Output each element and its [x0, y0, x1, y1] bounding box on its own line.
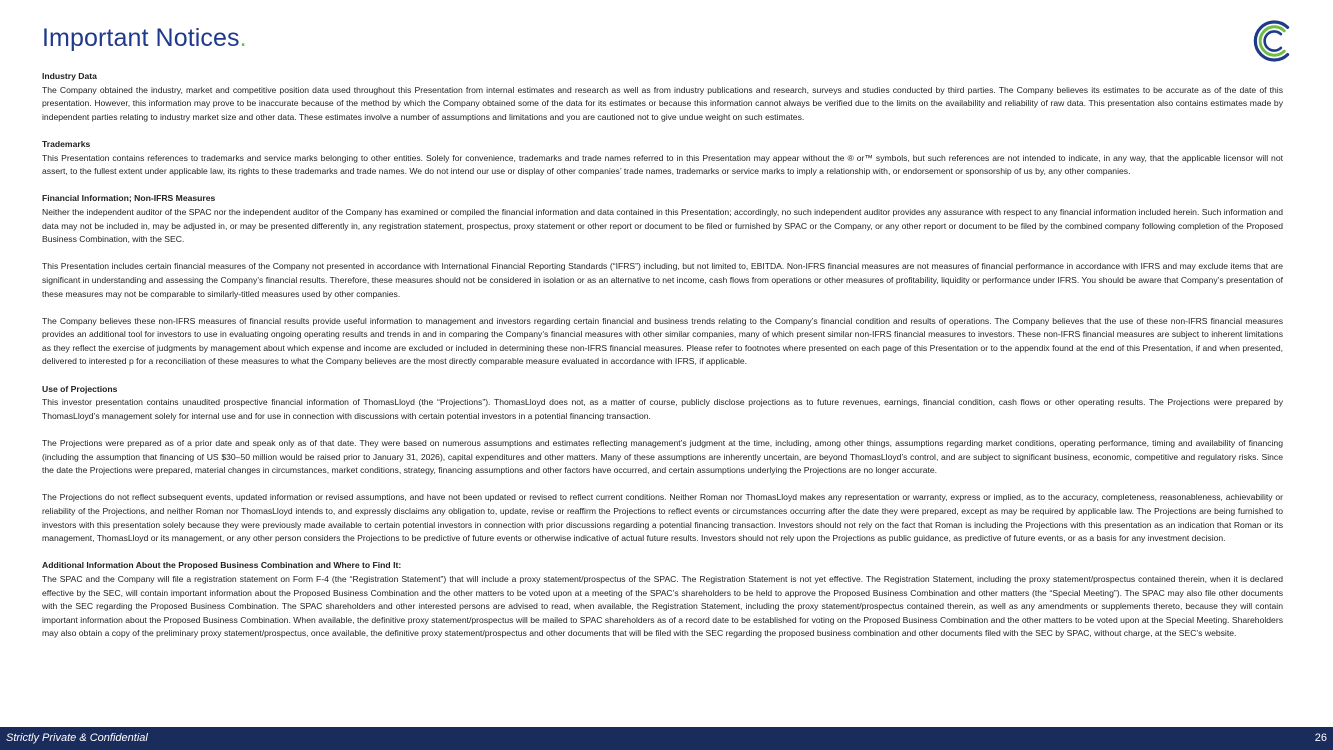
section-heading: Trademarks: [42, 138, 91, 149]
section-heading: Additional Information About the Proposed Business Combination and Where to Find It:: [42, 560, 402, 571]
section-gap: [42, 124, 1283, 138]
paragraph-gap: [42, 301, 1283, 315]
page-number: 26: [1314, 732, 1327, 744]
section-paragraph: The Company obtained the industry, market and competitive position data used throughout this Presentation from internal estimates and research as well as from industry publications and research, surveys and studies conducted by third parties. The Company believes its estimates to be accurate as of the date of this presentation. However, this information may prove to be inaccurate because of the method by which the Company obtained some of the data for its estimates or because this information cannot always be verified due to the limits on the availability and reliability of raw data. This presentation also contains estimates made by independent parties relating to industry market size and other data. These estimates involve a number of assumptions and limitations and you are cautioned not to give undue weight on such estimates.: [42, 84, 1283, 122]
confidentiality-label: Strictly Private & Confidential: [6, 732, 148, 744]
section-paragraph: The Projections were prepared as of a prior date and speak only as of that date. They were based on numerous assumptions and estimates reflecting management’s judgment at the time, including, among other things, assumptions regarding market conditions, operating performance, timing and availability of financing (including the assumption that financing of US $30–50 million would be raised prior to January 31, 2026), capital expenditures and other matters. Many of these assumptions are inherently uncertain, are beyond ThomasLloyd’s control, and are subject to significant business, economic, competitive and regulatory risks. Since the date the Projections were prepared, material changes in circumstances, market conditions, strategy, financing assumptions and other factors have occurred, and certain assumptions underlying the Projections are no longer accurate.: [42, 438, 1283, 476]
section-paragraph: The Projections do not reflect subsequent events, updated information or revised assumptions, and have not been updated or revised to reflect current conditions. Neither Roman nor ThomasLloyd makes any representation or warranty, express or implied, as to the accuracy, completeness, reasonableness, achievability or reliability of the Projections, and neither Roman nor ThomasLloyd intends to, and expressly disclaims any obligation to, update, revise or reaffirm the Projections to reflect events or circumstances occurring after the date they were prepared, except as may be required by applicable law. The Projections are being furnished to investors with this presentation solely because they were previously made available to certain potential investors in connection with prior discussions regarding a potential financing transaction. Investors should not rely on the fact that Roman is including the Projections with this presentation as an indication that Roman or its management, ThomasLloyd or its management, or any other person considers the Projections to be predictive of future events or otherwise indicative of actual future results. Investors should not rely upon the Projections as public guidance, as predictive of future events, or as a basis for any investment decision.: [42, 492, 1283, 544]
section-gap: [42, 546, 1283, 560]
section-gap: [42, 179, 1283, 193]
section-heading: Use of Projections: [42, 383, 118, 394]
title-accent-dot: .: [239, 24, 247, 52]
paragraph-gap: [42, 478, 1283, 492]
notices-body: [42, 70, 1283, 641]
section-gap: [42, 369, 1283, 383]
section-paragraph: This Presentation contains references to trademarks and service marks belonging to other entities. Solely for convenience, trademarks and trade names referred to in this Presentation may appear without the ® or™ symbols, but such references are not intended to indicate, in any way, that the applicable licensor will not assert, to the fullest extent under applicable law, its rights to these trademarks and trade names. We do not intend our use or display of other companies’ trade names, trademarks or service marks to imply a relationship with, or endorsement or sponsorship of us by, any other companies.: [42, 152, 1283, 177]
paragraph-gap: [42, 423, 1283, 437]
section-paragraph: The SPAC and the Company will file a registration statement on Form F-4 (the “Registration Statement”) that will include a proxy statement/prospectus of the SPAC. The Registration Statement is not yet effective. The Registration Statement, including the proxy statement/prospectus contained therein, when it is declared effective by the SEC, will contain important information about the Proposed Business Combination and the other matters to be voted upon at a meeting of the SPAC’s shareholders to be held to approve the Proposed Business Combination and other matters (the “Special Meeting”). The SPAC may also file other documents with the SEC regarding the Proposed Business Combination. The SPAC shareholders and other interested persons are advised to read, when available, the Registration Statement, including the proxy statement/prospectus contained therein, as well as any amendments or supplements thereto, because they will contain important information about the Proposed Business Combination. When available, the definitive proxy statement/prospectus will be mailed to SPAC shareholders as of a record date to be established for voting on the Proposed Business Combination and the other matters to be voted upon at the Special Meeting. Shareholders may also obtain a copy of the preliminary proxy statement/prospectus, once available, the definitive proxy statement/prospectus and other documents that will be filed with the SEC regarding the proposed business combination and other documents filed with the SEC by SPAC, without charge, at the SEC’s website.: [42, 573, 1283, 639]
paragraph-gap: [42, 247, 1283, 261]
section-paragraph: This investor presentation contains unaudited prospective financial information of ThomasLloyd (the “Projections”). ThomasLloyd does not, as a matter of course, publicly disclose projections as to future revenues, earnings, financial condition, cash flows or other operating results. The Projections were prepared by ThomasLloyd’s management solely for internal use and for use in connection with discussions with certain potential investors in a potential financing transaction.: [42, 397, 1283, 421]
section-paragraph: Neither the independent auditor of the SPAC nor the independent auditor of the Company has examined or compiled the financial information and data contained in this Presentation; accordingly, no such independent auditor provides any assurance with respect to any financial information included herein. Such information and data may not be included in, may be adjusted in, or may be presented differently in, any registration statement, prospectus, proxy statement or other report or document to be filed or furnished by SPAC or the Company, or any other report or document to be filed by the combined company following completion of the Proposed Business Combination, with the SEC.: [42, 206, 1283, 245]
section-heading: Industry Data: [42, 71, 97, 81]
company-logo-icon: [1252, 19, 1296, 63]
footer-bar: [0, 727, 1333, 750]
section-heading: Financial Information; Non-IFRS Measures: [42, 193, 216, 204]
page-title: Important Notices.: [42, 24, 247, 52]
section-paragraph: The Company believes these non-IFRS measures of financial results provide useful information to management and investors regarding certain financial and business trends relating to the Company’s financial condition and results of operations. The Company believes that the use of these non-IFRS financial measures provides an additional tool for investors to use in evaluating ongoing operating results and trends in and in comparing the Company’s financial measures with other similar companies, many of which present similar non-IFRS financial measures to investors. These non-IFRS financial measures are subject to inherent limitations as they reflect the exercise of judgments by management about which expense and income are excluded or included in determining these non-IFRS financial measures. Please refer to footnotes where presented on each page of this Presentation or to the appendix found at the end of this Presentation, if and when presented, delivered to interested p for a reconciliation of these measures to what the Company believes are the most directly comparable measure evaluated in accordance with IFRS, if applicable.: [42, 315, 1283, 367]
section-paragraph: This Presentation includes certain financial measures of the Company not presented in accordance with International Financial Reporting Standards (“IFRS”) including, but not limited to, EBITDA. Non-IFRS financial measures are not measures of financial performance in accordance with IFRS and may exclude items that are significant in understanding and assessing the Company’s financial results. Therefore, these measures should not be considered in isolation or as an alternative to net income, cash flows from operations or other measures of profitability, liquidity or performance under IFRS. You should be aware that Company’s presentation of these measures may not be comparable to similarly-titled measures used by other companies.: [42, 261, 1283, 299]
